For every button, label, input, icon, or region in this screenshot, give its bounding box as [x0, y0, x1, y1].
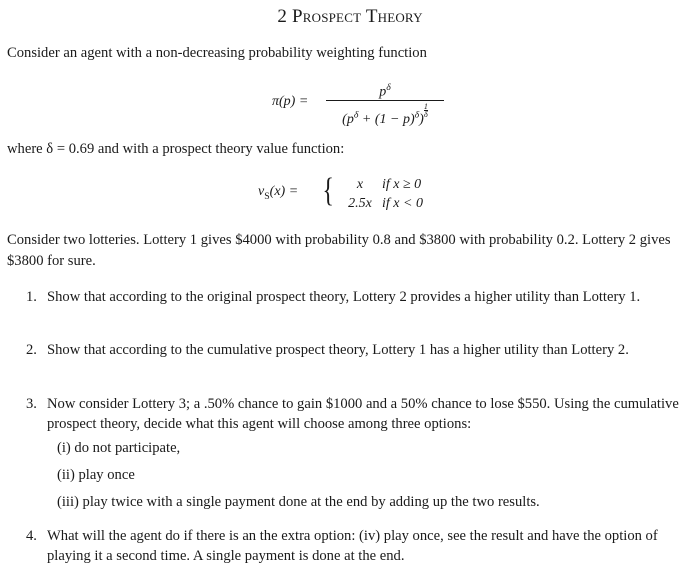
case-row: 2.5x if x < 0: [348, 196, 423, 211]
option-item: (ii) play once: [57, 467, 135, 483]
question-item-3: [26, 394, 696, 434]
case-row: x if x ≥ 0: [356, 177, 422, 192]
outer-exponent: $\frac{1}{\delta}$: [423, 102, 428, 119]
lotteries-paragraph: Consider two lotteries. Lottery 1 gives $4000 with probability 0.8 and $3800 with probability 0.2. Lottery 2 gives $3800 for sure.: [7, 232, 671, 269]
question-number: 2.: [26, 342, 37, 358]
cases-brace: {: [322, 172, 334, 209]
value-function-lhs: $v_S(x)$ =: [258, 184, 299, 202]
value-function-cases: [338, 175, 423, 213]
intro-paragraph: Consider an agent with a non-decreasing probability weighting function: [7, 45, 427, 61]
question-text: Show that according to the cumulative prospect theory, Lottery 1 has a higher utility than Lottery 2.: [47, 342, 629, 358]
question-item-4: [26, 526, 696, 566]
fraction-denominator: $(p^\delta + (1 - p)^\delta)$ $\frac{1}{\delta}$: [342, 102, 428, 127]
fraction-numerator: $p^\delta$: [379, 82, 391, 100]
question-number: 1.: [26, 289, 37, 305]
section-title: [0, 6, 700, 28]
option-item: (iii) play twice with a single payment done at the end by adding up the two results.: [57, 494, 540, 510]
question-item-2: [26, 340, 696, 360]
section-number: 2: [277, 6, 288, 27]
question-text: Show that according to the original prospect theory, Lottery 2 provides a higher utility than Lottery 1.: [47, 289, 641, 305]
option-item: (i) do not participate,: [57, 440, 181, 456]
question-number: 4.: [26, 528, 37, 544]
question-item-1: [26, 287, 696, 307]
weighting-function-lhs: π(p) =: [272, 94, 309, 109]
weighting-function-fraction: [326, 78, 444, 129]
question-text: What will the agent do if there is an the extra option: (iv) play once, see the result and have the option of playing it a second time. A single payment is done at the end.: [47, 528, 658, 564]
where-paragraph: where δ = 0.69 and with a prospect theory value function:: [7, 141, 345, 157]
question-number: 3.: [26, 396, 37, 412]
section-title-text: Prospect Theory: [291, 6, 423, 27]
fraction-bar: [326, 100, 444, 101]
question-text: Now consider Lottery 3; a .50% chance to gain $1000 and a 50% chance to lose $550. Using the cumulative prospect theory, decide what this agent will choose among three options:: [47, 396, 679, 432]
